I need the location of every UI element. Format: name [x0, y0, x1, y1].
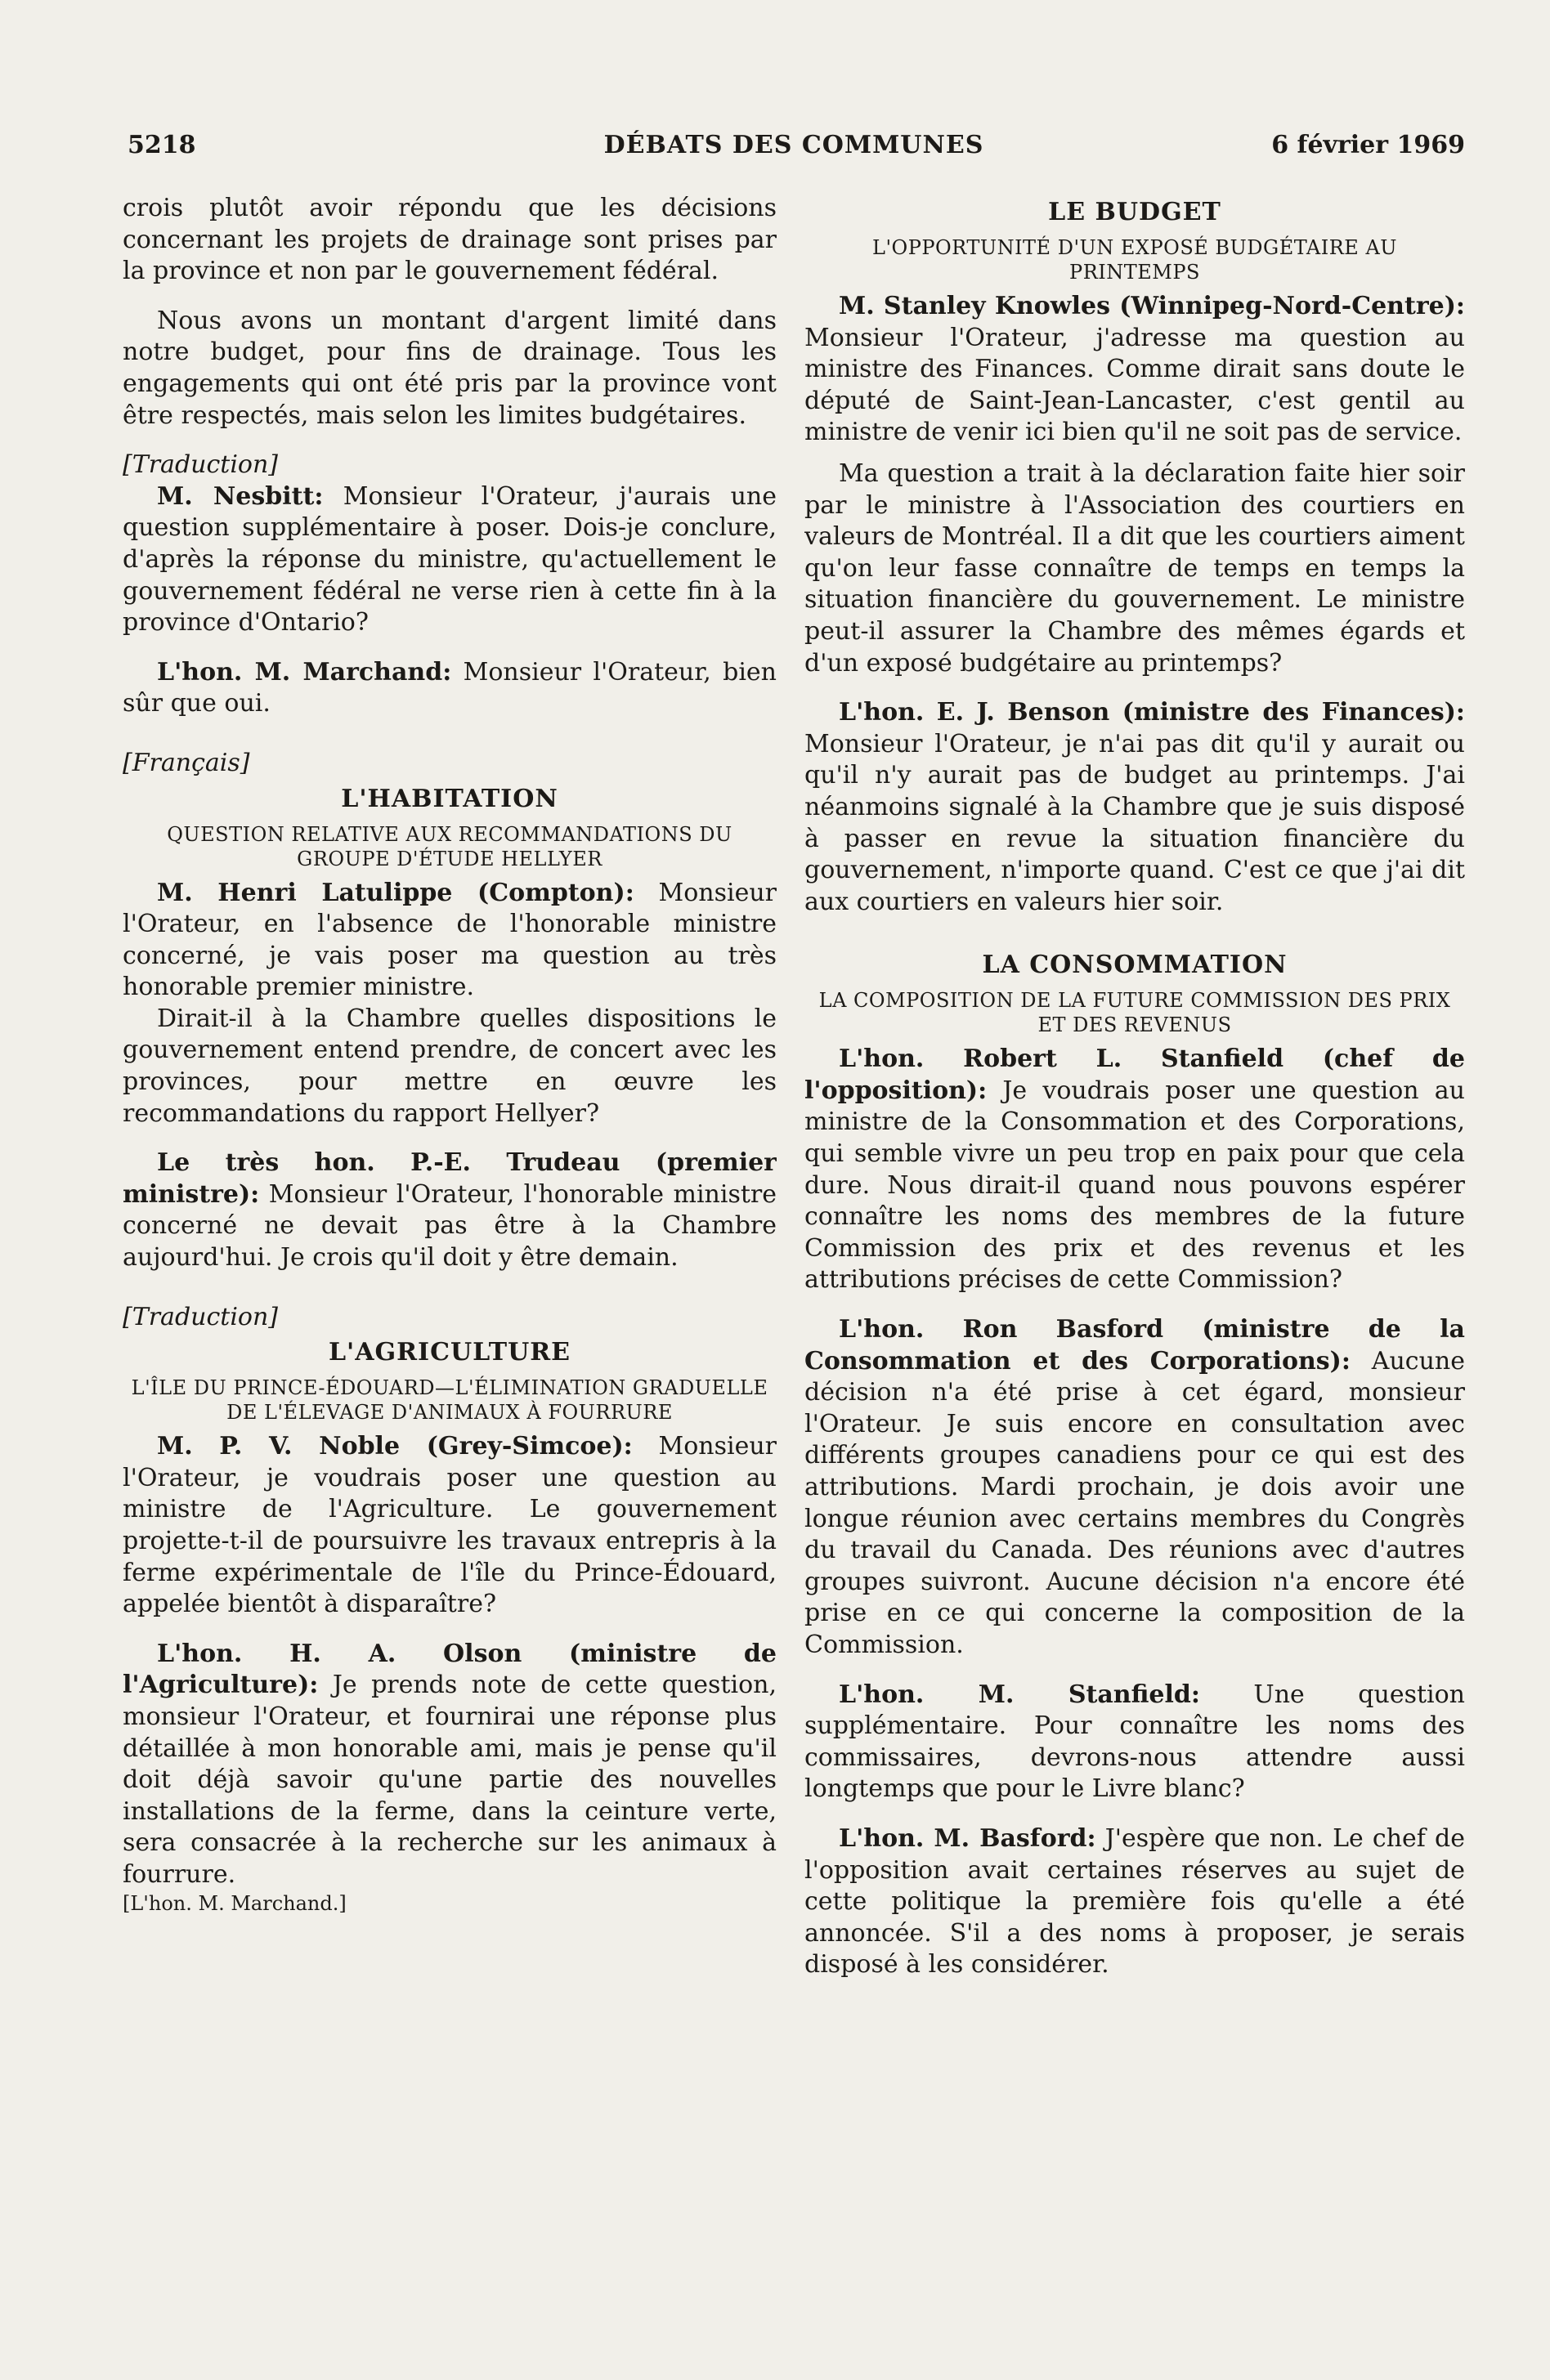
section-subheading: LA COMPOSITION DE LA FUTURE COMMISSION DES PRIX ET DES REVENUS	[818, 989, 1451, 1037]
speech-text: Une question supplémentaire. Pour connaître les noms des commissaires, devrons-nous attendre aussi longtemps que pour le Livre blanc?	[804, 1680, 1465, 1804]
speaker-name: L'hon. M. Stanfield:	[839, 1680, 1200, 1709]
paragraph: Nous avons un montant d'argent limité dans notre budget, pour fins de drainage. Tous les engagements qui ont été pris par la province vont être respectés, mais selon les limites budgétaires.	[123, 306, 777, 430]
speaker-name: L'hon. E. J. Benson (ministre des Finances):	[839, 698, 1465, 727]
speech-text: Aucune décision n'a été prise à cet égard, monsieur l'Orateur. Je suis encore en consultation avec différents groupes canadiens pour ce qui est des attributions. Mardi prochain, je dois avoir une longue réunion avec certains membres du Congrès du travail du Canada. Des réunions avec d'autres groupes suivront. Aucune décision n'a encore été prise en ce qui concerne la composition de la Commission.	[804, 1346, 1465, 1659]
speaker-name: L'hon. M. Basford:	[839, 1823, 1096, 1853]
speaker-name: L'hon. Ron Basford (ministre de la Consommation et des Corporations):	[804, 1315, 1465, 1376]
speech-text: Je prends note de cette question, monsieur l'Orateur, et fournirai une réponse plus détaillée à mon honorable ami, mais je pense qu'il doit déjà savoir qu'une partie des nouvelles installations de la ferme, dans la ceinture verte, sera consacrée à la recherche sur les animaux à fourrure.	[123, 1671, 777, 1889]
speech-paragraph	[804, 291, 1465, 449]
speaker-name: L'hon. Robert L. Stanfield (chef de l'opposition):	[804, 1045, 1465, 1105]
speech-text: Monsieur l'Orateur, je voudrais poser une question au ministre de l'Agriculture. Le gouvernement projette-t-il de poursuivre les travaux entrepris à la ferme expérimentale de l'île du Prince-Édouard, appelée bientôt à disparaître?	[123, 1432, 777, 1619]
section-subheading: L'ÎLE DU PRINCE-ÉDOUARD—L'ÉLIMINATION GRADUELLE DE L'ÉLEVAGE D'ANIMAUX À FOURRURE	[131, 1376, 768, 1425]
speech-text: Monsieur l'Orateur, j'aurais une question supplémentaire à poser. Dois-je conclure, d'après la réponse du ministre, qu'actuellement le gouvernement fédéral ne verse rien à cette fin à la province d'Ontario?	[123, 481, 777, 638]
section-heading: L'AGRICULTURE	[328, 1338, 571, 1367]
speaker-name: M. Stanley Knowles (Winnipeg-Nord-Centre):	[839, 292, 1465, 320]
speech-text: Monsieur l'Orateur, bien sûr que oui.	[123, 657, 777, 718]
section-subheading: QUESTION RELATIVE AUX RECOMMANDATIONS DU GROUPE D'ÉTUDE HELLYER	[167, 822, 732, 870]
speaker-name: L'hon. M. Marchand:	[157, 657, 452, 687]
speech-paragraph	[123, 657, 777, 720]
speech-paragraph	[123, 481, 777, 639]
section-subheading: L'OPPORTUNITÉ D'UN EXPOSÉ BUDGÉTAIRE AU PRINTEMPS	[872, 236, 1397, 284]
language-tag: [Traduction]	[123, 1302, 279, 1331]
speech-text: Monsieur l'Orateur, je n'ai pas dit qu'il y aurait ou qu'il n'y aurait pas de budget au printemps. J'ai néanmoins signalé à la Chambre que je suis disposé à passer en revue la situation financière du gouvernement, n'importe quand. C'est ce que j'ai dit aux courtiers en valeurs hier soir.	[804, 729, 1465, 916]
left-column	[123, 193, 777, 2187]
speaker-name: L'hon. H. A. Olson (ministre de l'Agriculture):	[123, 1639, 777, 1700]
speech-paragraph	[123, 878, 777, 1004]
paragraph: Dirait-il à la Chambre quelles dispositions le gouvernement entend prendre, de concert avec les provinces, pour mettre en œuvre les recommandations du rapport Hellyer?	[123, 1004, 777, 1128]
paragraph: crois plutôt avoir répondu que les décisions concernant les projets de drainage sont prises par la province et non par le gouvernement fédéral.	[123, 194, 777, 286]
paragraph: Ma question a trait à la déclaration faite hier soir par le ministre à l'Association des courtiers en valeurs de Montréal. Il a dit que les courtiers aiment qu'on leur fasse connaître de temps en temps la situation financière du gouvernement. Le ministre peut-il assurer la Chambre des mêmes égards et d'un exposé budgétaire au printemps?	[804, 459, 1465, 678]
running-footer: [L'hon. M. Marchand.]	[123, 1891, 347, 1915]
right-column	[804, 193, 1465, 2187]
speech-paragraph	[804, 1823, 1465, 1981]
speech-text: Monsieur l'Orateur, en l'absence de l'honorable ministre concerné, je vais poser ma question au très honorable premier ministre.	[123, 878, 777, 1002]
speech-text: Monsieur l'Orateur, l'honorable ministre concerné ne devait pas être à la Chambre aujourd'hui. Je crois qu'il doit y être demain.	[123, 1179, 777, 1273]
speaker-name: M. Nesbitt:	[157, 481, 324, 511]
speaker-name: Le très hon. P.-E. Trudeau (premier ministre):	[123, 1148, 777, 1209]
speech-paragraph	[123, 1148, 777, 1273]
speech-paragraph	[123, 1431, 777, 1621]
language-tag: [Français]	[123, 748, 250, 777]
page-header	[123, 131, 1465, 172]
speech-text: Je voudrais poser une question au ministre de la Consommation et des Corporations, qui semble vivre un peu trop en paix pour que cela dure. Nous dirait-il quand nous pouvons espérer connaître les noms des membres de la future Commission des prix et des revenus et les attributions précises de cette Commission?	[804, 1076, 1465, 1295]
speech-paragraph	[804, 1314, 1465, 1662]
language-tag: [Traduction]	[123, 450, 279, 480]
speech-text: J'espère que non. Le chef de l'opposition avait certaines réserves au sujet de cette politique la première fois qu'elle a été annoncée. S'il a des noms à proposer, je serais disposé à les considérer.	[804, 1823, 1465, 1980]
speech-paragraph	[804, 1044, 1465, 1296]
page-number: 5218	[128, 131, 196, 159]
speaker-name: M. P. V. Noble (Grey-Simcoe):	[157, 1432, 633, 1461]
speech-paragraph	[804, 1680, 1465, 1805]
page-title: DÉBATS DES COMMUNES	[603, 131, 984, 159]
page-date: 6 février 1969	[1271, 131, 1465, 159]
speaker-name: M. Henri Latulippe (Compton):	[157, 878, 634, 907]
section-heading: LA CONSOMMATION	[982, 951, 1288, 980]
speech-text: Monsieur l'Orateur, j'adresse ma question au ministre des Finances. Comme dirait sans doute le député de Saint-Jean-Lancaster, c'est gentil au ministre de venir ici bien qu'il ne soit pas de service.	[804, 323, 1465, 447]
speech-paragraph	[123, 1639, 777, 1891]
speech-paragraph	[804, 697, 1465, 918]
section-heading: L'HABITATION	[341, 784, 558, 813]
section-heading: LE BUDGET	[1048, 198, 1221, 226]
